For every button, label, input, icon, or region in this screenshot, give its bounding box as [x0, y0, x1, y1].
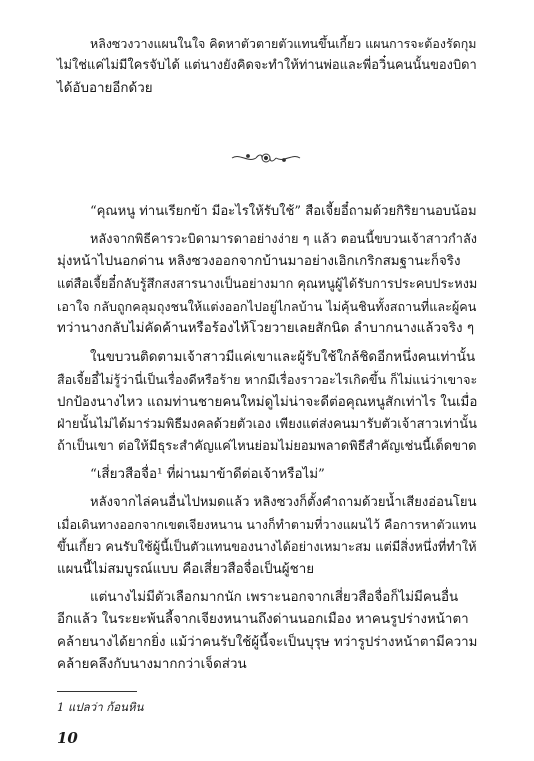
text-line: เมื่อเดินทางออกจากเขตเจียงหนาน นางก็ทำตามที่วางแผนไว้ คือการหาตัวแทน [57, 517, 477, 533]
text-line: คล้ายนางได้ยากยิ่ง แม้ว่าคนรับใช้ผู้นี้จะเป็นบุรุษ ทว่ารูปร่างหน้าตามีความ [57, 634, 478, 650]
text-line: ฝ่ายนั้นไม่ได้มาร่วมพิธีมงคลด้วยตัวเอง เพียงแต่ส่งคนมารับตัวเจ้าสาวเท่านั้น [57, 416, 478, 432]
text-line: คล้ายคลึงกับนางมากกว่าเจ็ดส่วน [57, 656, 247, 672]
paragraph-6 [57, 492, 477, 581]
text-line: ปกป้องนางไหว แถมท่านชายคนใหม่ดูไม่น่าจะดีต่อคุณหนูสักเท่าไร ในเมื่อ [57, 394, 478, 410]
paragraph-7 [57, 587, 478, 676]
paragraph-3 [57, 229, 478, 340]
text-line: ถ้าเป็นเขา ต่อให้มีธุระสำคัญแค่ไหนย่อมไม่ยอมพลาดพิธีสำคัญเช่นนี้เด็ดขาด [57, 439, 477, 455]
text-line: อีกแล้ว ในระยะพ้นลี้จากเจียงหนานถึงด่านนอกเมือง หาคนรูปร่างหน้าตา [57, 612, 469, 628]
text-line: สือเจี้ยอี๋ไม่รู้ว่านี่เป็นเรื่องดีหรือร้าย หากมีเรื่องราวอะไรเกิดขึ้น ก็ไม่แน่ว่าเขาจะ [57, 372, 478, 388]
text-line: ไม่ใช่แค่ไม่มีใครจับได้ แต่นางยังคิดจะทำให้ท่านพ่อและพี่อวิ๋นคนนั้นของบิดา [57, 58, 477, 74]
text-line: หลังจากไล่คนอื่นไปหมดแล้ว หลิงซวงก็ตั้งคำถามด้วยน้ำเสียงอ่อนโยน [90, 495, 477, 510]
text-line: “คุณหนู ท่านเรียกข้า มีอะไรให้รับใช้” สือเจี้ยอี๋ถามด้วยกิริยานอบน้อม [90, 204, 477, 219]
paragraph-5 [57, 464, 462, 486]
text-line: แต่สือเจี้ยอี๋กลับรู้สึกสงสารนางเป็นอย่างมาก คุณหนูผู้ได้รับการประคบประหงม [57, 276, 478, 292]
text-line: หลังจากพิธีคารวะบิดามารดาอย่างง่าย ๆ แล้ว ตอนนี้ขบวนเจ้าสาวกำลัง [90, 232, 478, 247]
page-number: 10 [57, 729, 78, 747]
text-line: ขึ้นเกี้ยว คนรับใช้ผู้นี้เป็นตัวแทนของนางได้อย่างเหมาะสม แต่มีสิ่งหนึ่งที่ทำให้ [57, 539, 477, 555]
footnote-divider [57, 691, 137, 692]
text-line: ได้อับอายอีกด้วย [57, 80, 153, 96]
footnote: 1 แปลว่า ก้อนหิน [57, 700, 144, 714]
text-line: ทว่านางกลับไม่คัดค้านหรือร้องไห้โวยวายเลยสักนิด ลำบากนางแล้วจริง ๆ [57, 321, 475, 337]
text-line: ในขบวนติดตามเจ้าสาวมีแค่เขาและผู้รับใช้ใกล้ชิดอีกหนึ่งคนเท่านั้น [90, 350, 476, 365]
paragraph-1 [57, 33, 477, 100]
text-line: แต่นางไม่มีตัวเลือกมากนัก เพราะนอกจากเสี่ยวสือจื่อก็ไม่มีคนอื่น [90, 590, 459, 605]
floral-divider-icon [228, 151, 304, 165]
text-line: “เสี่ยวสือจื่อ¹ ที่ผ่านมาข้าดีต่อเจ้าหรือไม่” [90, 467, 325, 482]
paragraph-4 [57, 347, 478, 458]
text-line: เอาใจ กลับถูกคลุมถุงชนให้แต่งออกไปอยู่ไกลบ้าน ไม่คุ้นชินทั้งสถานที่และผู้คน [57, 298, 477, 314]
text-line: มุ่งหน้าไปนอกด่าน หลิงซวงออกจากบ้านมาอย่างเอิกเกริกสมฐานะก็จริง [57, 254, 461, 270]
text-line: หลิงซวงวางแผนในใจ คิดหาตัวตายตัวแทนขึ้นเกี้ยว แผนการจะต้องรัดกุม [90, 36, 477, 51]
paragraph-2 [57, 201, 477, 223]
text-line: แผนนี้ไม่สมบูรณ์แบบ คือเสี่ยวสือจื่อเป็นผู้ชาย [57, 561, 315, 577]
